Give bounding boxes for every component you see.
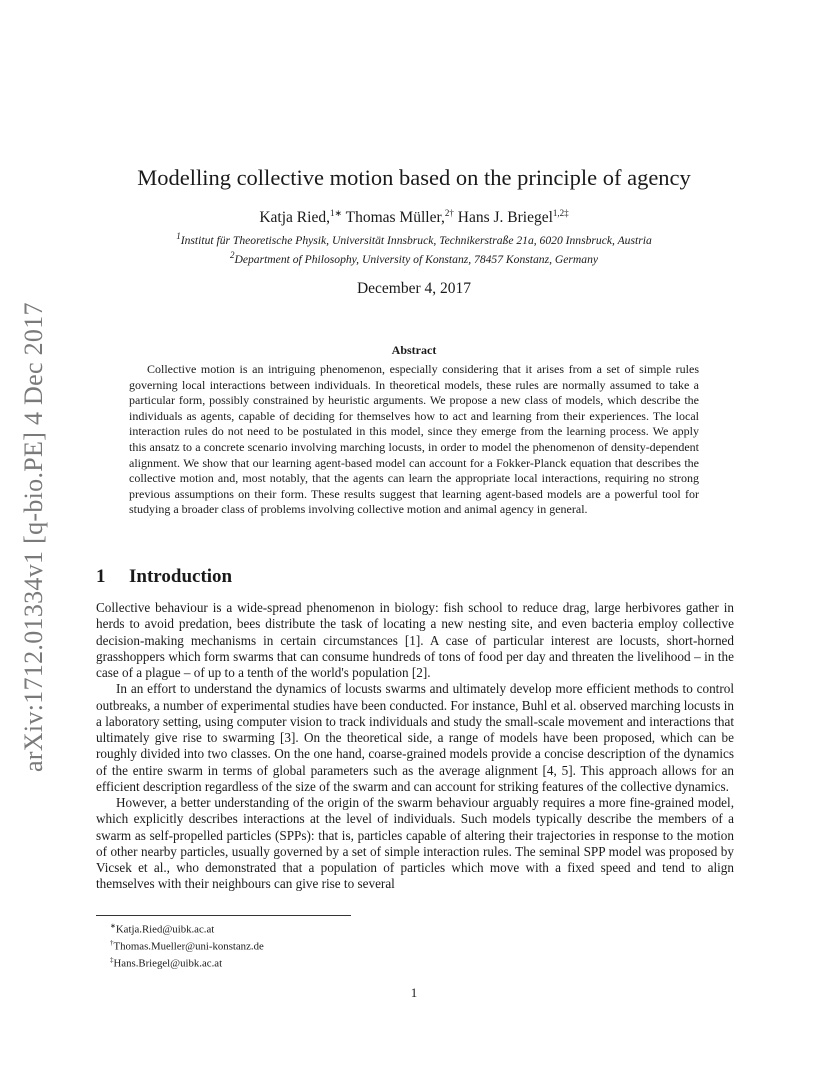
footnote-rule xyxy=(96,915,351,916)
abstract-text: Collective motion is an intriguing phenomenon, especially considering that it arises from a set of simple rules governing local interactions between individuals. In theoretical models, these rules are normally assumed to take a particular form, possibly constrained by heuristic arguments. We propose a new class of models, which describe the individuals as agents, capable of deciding for themselves how to act and learning from their experiences. The local interaction rules do not need to be postulated in this model, since they emerge from the learning process. We apply this ansatz to a concrete scenario involving marching locusts, in order to model the phenomenon of density-dependent alignment. We show that our learning agent-based model can account for a Fokker-Planck equation that describes the collective motion and, most notably, that the agents can learn the appropriate local interactions, requiring no strong previous assumptions on their form. These results suggest that learning agent-based models are a powerful tool for studying a broader class of problems involving collective motion and animal agency in general. xyxy=(129,362,699,517)
section-heading xyxy=(96,566,232,588)
author-affiliation-mark: 2† xyxy=(444,208,454,218)
paragraph: Collective behaviour is a wide-spread phenomenon in biology: fish school to reduce drag, large herbivores gather in herds to avoid predation, bees distribute the task of locating a new nesting site, and even bacteria employ collective decision-making mechanisms in certain circumstances [1]. A case of particular interest are locusts, short-horned grasshoppers which form swarms that can consume hundreds of tons of food per day and threaten the livelihood – in the case of a plague – of up to a tenth of the world's population [2]. xyxy=(96,600,734,680)
paper-title: Modelling collective motion based on the principle of agency xyxy=(137,165,691,190)
affiliation-text: Department of Philosophy, University of Konstanz, 78457 Konstanz, Germany xyxy=(234,252,599,266)
affiliation xyxy=(0,231,828,247)
author-affiliation-mark: 1,2‡ xyxy=(552,208,569,218)
footnote xyxy=(110,920,264,937)
paragraph: In an effort to understand the dynamics of locusts swarms and ultimately develop more efficient methods to control outbreaks, a number of experimental studies have been conducted. For instance, Buhl et al. observed marching locusts in a laboratory setting, using computer vision to track individuals and study the small-scale movement and interactions that ultimately give rise to swarming [3]. On the theoretical side, a range of models have been proposed, which can be roughly divided into two classes. On the one hand, coarse-grained models provide a concise description of the dynamics of the entire swarm in terms of global parameters such as the average alignment [4, 5]. This approach allows for an efficient description regardless of the size of the swarm and can account for striking features of the collective dynamics. xyxy=(96,681,734,794)
footnote-mark: ‡ xyxy=(110,956,114,965)
footnote-mark: ∗ xyxy=(110,922,116,930)
paper-date: December 4, 2017 xyxy=(356,280,472,297)
affiliation xyxy=(0,250,828,266)
affiliation-number: 1 xyxy=(176,231,181,241)
footnote-email: Hans.Briegel@uibk.ac.at xyxy=(113,957,223,970)
footnote xyxy=(110,937,264,954)
body-text xyxy=(96,600,734,893)
author-list xyxy=(0,208,828,227)
author-name: Hans J. Briegel xyxy=(457,209,553,227)
section-number: 1 xyxy=(96,566,106,587)
affiliation-number: 2 xyxy=(229,250,235,260)
footnote-mark: † xyxy=(110,939,114,948)
footnote-email: Katja.Ried@uibk.ac.at xyxy=(115,923,215,936)
arxiv-stamp: arXiv:1712.01334v1 [q-bio.PE] 4 Dec 2017 xyxy=(19,302,48,772)
paragraph: However, a better understanding of the origin of the swarm behaviour arguably requires a more fine-grained model, which explicitly describes interactions at the level of individuals. Such models typically describe the members of a swarm as self-propelled particles (SPPs): that is, particles capable of altering their trajectories in response to the motion of other nearby particles, usually governed by a set of simple interaction rules. The seminal SPP model was proposed by Vicsek et al., who demonstrated that a population of particles which move with a fixed speed and tend to align themselves with their neighbours can give rise to several xyxy=(96,795,734,892)
author-affiliation-mark: 1∗ xyxy=(329,208,342,218)
affiliation-text: Institut für Theoretische Physik, Universität Innsbruck, Technikerstraße 21a, 6020 Innsbruck, Austria xyxy=(180,233,652,247)
section-title: Introduction xyxy=(129,566,233,587)
author-name: Katja Ried, xyxy=(259,209,330,227)
abstract-heading: Abstract xyxy=(391,343,437,357)
page-number: 1 xyxy=(410,985,418,1000)
footnotes xyxy=(110,920,264,971)
footnote xyxy=(110,954,264,971)
footnote-email: Thomas.Mueller@uni-konstanz.de xyxy=(113,940,264,953)
author-name: Thomas Müller, xyxy=(345,209,445,227)
